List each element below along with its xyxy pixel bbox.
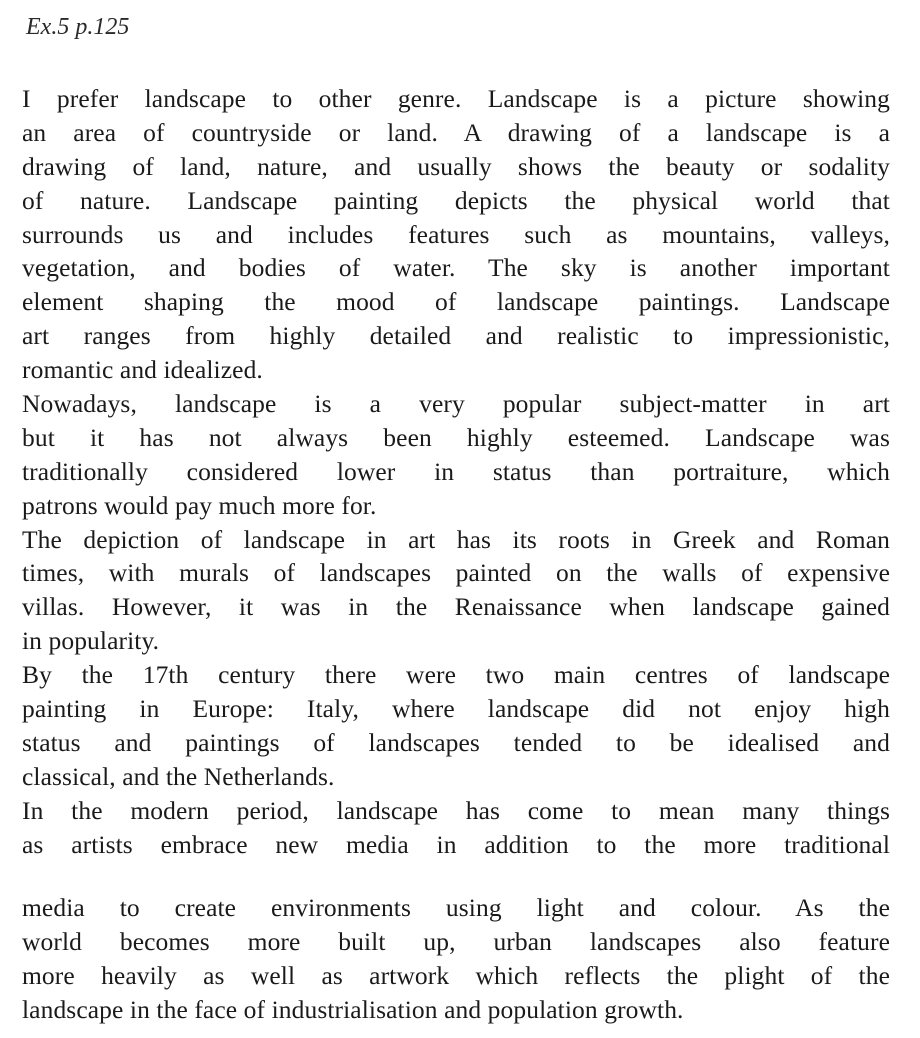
text-line: I prefer landscape to other genre. Landscape is a picture showing: [22, 84, 890, 113]
paragraph-history: [22, 523, 890, 659]
text-block-main: [22, 82, 890, 861]
text-line: but it has not always been highly esteemed. Landscape was: [22, 422, 890, 452]
text-line: painting in Europe: Italy, where landscape did not enjoy high: [22, 694, 890, 724]
text-line: media to create environments using light and colour. As the: [22, 893, 890, 922]
text-line: an area of countryside or land. A drawing of a landscape is a: [22, 117, 890, 147]
paragraph-modern-period: [22, 794, 890, 862]
text-line: more heavily as well as artwork which reflects the plight of the: [22, 960, 890, 990]
text-line: Nowadays, landscape is a very popular subject-matter in art: [22, 389, 890, 419]
text-line: patrons would pay much more for.: [22, 490, 377, 520]
text-line: in popularity.: [22, 626, 160, 656]
text-line: surrounds us and includes features such as mountains, valleys,: [22, 219, 890, 249]
text-line: villas. However, it was in the Renaissance when landscape gained: [22, 592, 890, 622]
text-line: vegetation, and bodies of water. The sky is another important: [22, 253, 890, 283]
paragraph-17th-century: [22, 658, 890, 794]
text-line: romantic and idealized.: [22, 355, 263, 385]
paragraph-nowadays: [22, 387, 890, 523]
text-line: art ranges from highly detailed and realistic to impressionistic,: [22, 321, 890, 351]
text-line: status and paintings of landscapes tended to be idealised and: [22, 727, 890, 757]
text-line: traditionally considered lower in status than portraiture, which: [22, 456, 890, 486]
text-line: drawing of land, nature, and usually shows the beauty or sodality: [22, 151, 890, 181]
text-line: as artists embrace new media in addition to the more traditional: [22, 829, 890, 859]
text-line: The depiction of landscape in art has its roots in Greek and Roman: [22, 524, 890, 554]
text-line: In the modern period, landscape has come to mean many things: [22, 795, 890, 825]
text-line: times, with murals of landscapes painted on the walls of expensive: [22, 558, 890, 588]
text-line: By the 17th century there were two main centres of landscape: [22, 660, 890, 690]
exercise-heading: Ex.5 p.125: [26, 14, 130, 40]
text-line: of nature. Landscape painting depicts the physical world that: [22, 185, 890, 215]
text-line: world becomes more built up, urban landscapes also feature: [22, 926, 890, 956]
text-block-continuation: [22, 891, 890, 1027]
paragraph-landscape-definition: [22, 82, 890, 387]
text-line: landscape in the face of industrialisation and population growth.: [22, 994, 684, 1024]
text-line: classical, and the Netherlands.: [22, 761, 335, 791]
text-line: element shaping the mood of landscape paintings. Landscape: [22, 287, 890, 317]
